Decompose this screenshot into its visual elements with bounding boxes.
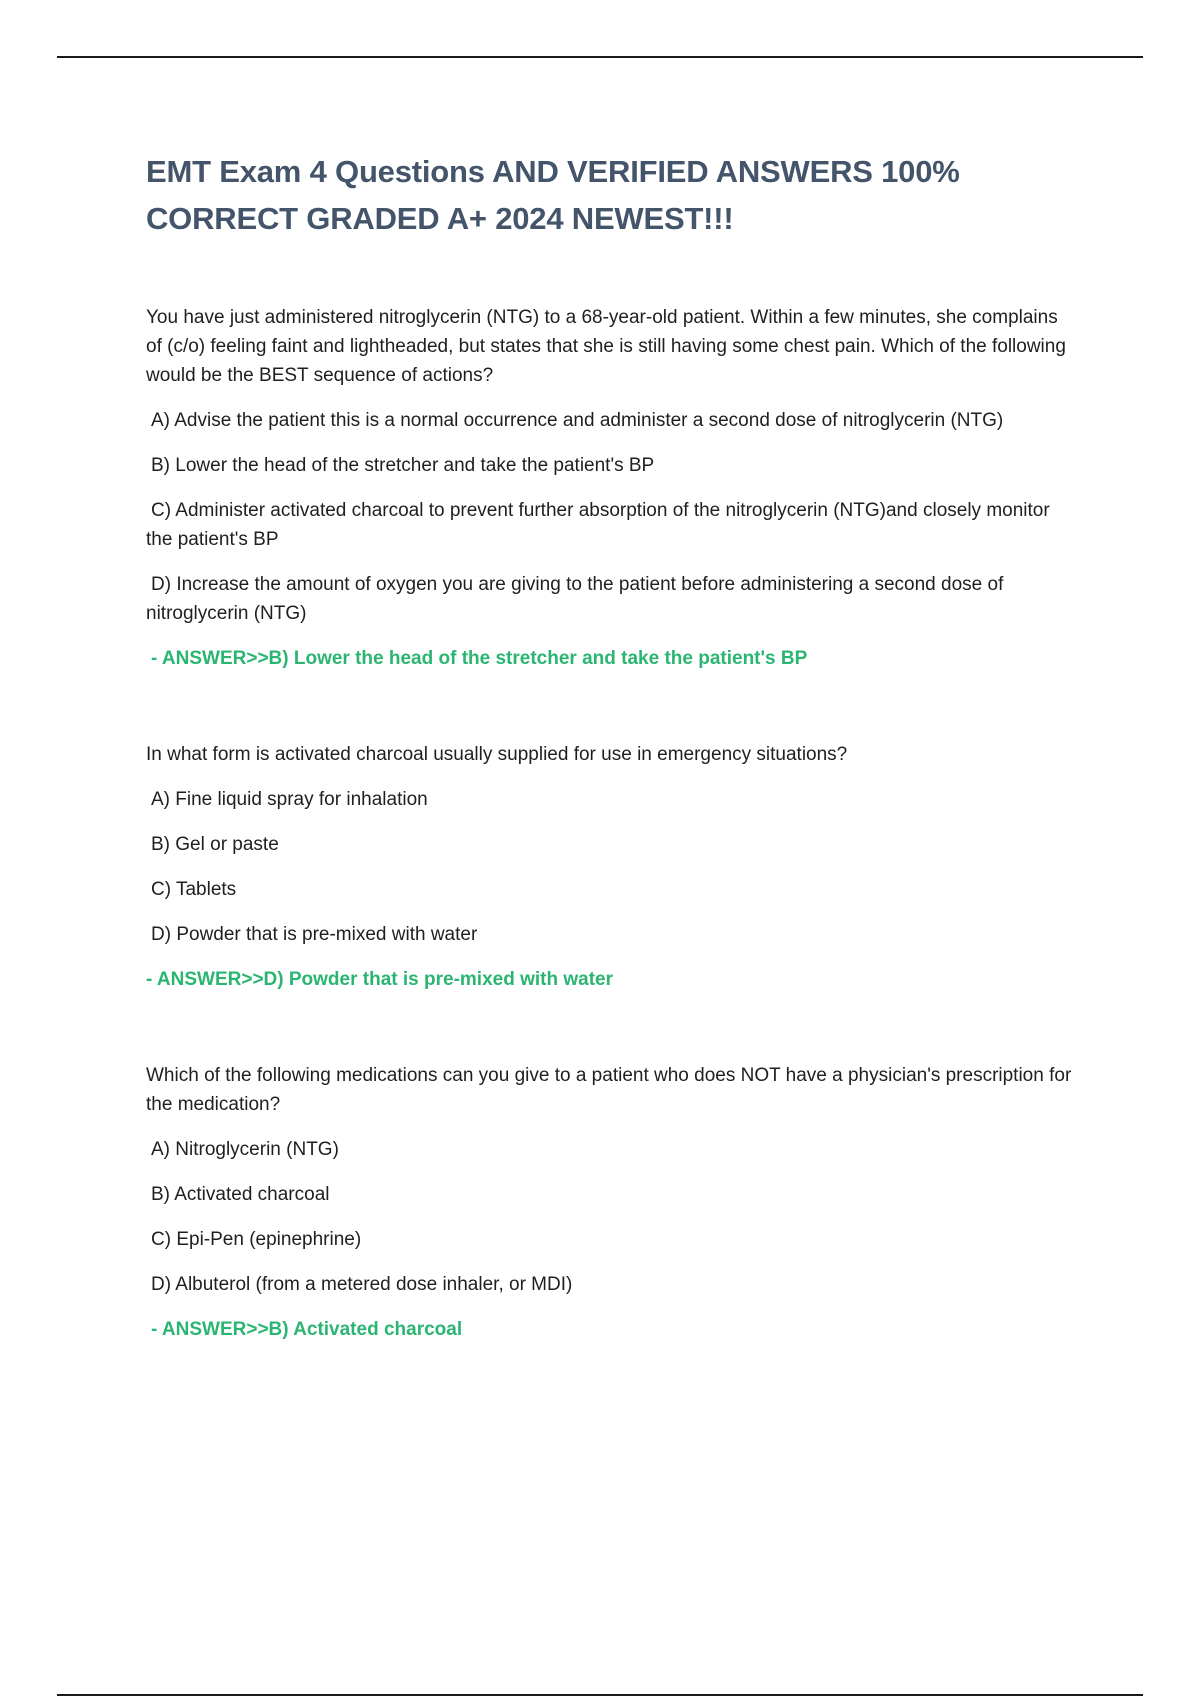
header-rule bbox=[57, 56, 1143, 58]
option-c: C) Tablets bbox=[151, 879, 237, 900]
question-block-2 bbox=[146, 740, 1076, 994]
option-c: C) Administer activated charcoal to prevent further absorption of the nitroglycerin (NTG)and closely monitor the patient's BP bbox=[146, 500, 1050, 550]
option-d: D) Increase the amount of oxygen you are giving to the patient before administering a second dose of nitroglycerin (NTG) bbox=[146, 574, 1004, 624]
option-a: A) Fine liquid spray for inhalation bbox=[151, 789, 428, 810]
document-body bbox=[146, 148, 1076, 1344]
footer-rule bbox=[57, 1694, 1143, 1696]
option-b: B) Activated charcoal bbox=[151, 1184, 330, 1205]
answer-text: - ANSWER>>B) Activated charcoal bbox=[151, 1319, 463, 1340]
question-text: Which of the following medications can you give to a patient who does NOT have a physician's prescription for the medication? bbox=[146, 1065, 1072, 1115]
question-block-1 bbox=[146, 303, 1076, 673]
option-b: B) Gel or paste bbox=[151, 834, 279, 855]
option-c: C) Epi-Pen (epinephrine) bbox=[151, 1229, 362, 1250]
option-d: D) Powder that is pre-mixed with water bbox=[151, 924, 478, 945]
option-a: A) Advise the patient this is a normal occurrence and administer a second dose of nitroglycerin (NTG) bbox=[151, 410, 1004, 431]
answer-text: - ANSWER>>D) Powder that is pre-mixed with water bbox=[146, 969, 613, 990]
option-b: B) Lower the head of the stretcher and take the patient's BP bbox=[151, 455, 655, 476]
option-d: D) Albuterol (from a metered dose inhaler, or MDI) bbox=[151, 1274, 573, 1295]
question-text: In what form is activated charcoal usually supplied for use in emergency situations? bbox=[146, 744, 848, 765]
option-a: A) Nitroglycerin (NTG) bbox=[151, 1139, 339, 1160]
document-title: EMT Exam 4 Questions AND VERIFIED ANSWERS 100% CORRECT GRADED A+ 2024 NEWEST!!! bbox=[146, 154, 960, 236]
answer-text: - ANSWER>>B) Lower the head of the stretcher and take the patient's BP bbox=[151, 648, 808, 669]
question-block-3 bbox=[146, 1061, 1076, 1344]
question-text: You have just administered nitroglycerin (NTG) to a 68-year-old patient. Within a few minutes, she complains of (c/o) feeling faint and lightheaded, but states that she is still having some chest pain. Which of the following would be the BEST sequence of actions? bbox=[146, 307, 1066, 386]
